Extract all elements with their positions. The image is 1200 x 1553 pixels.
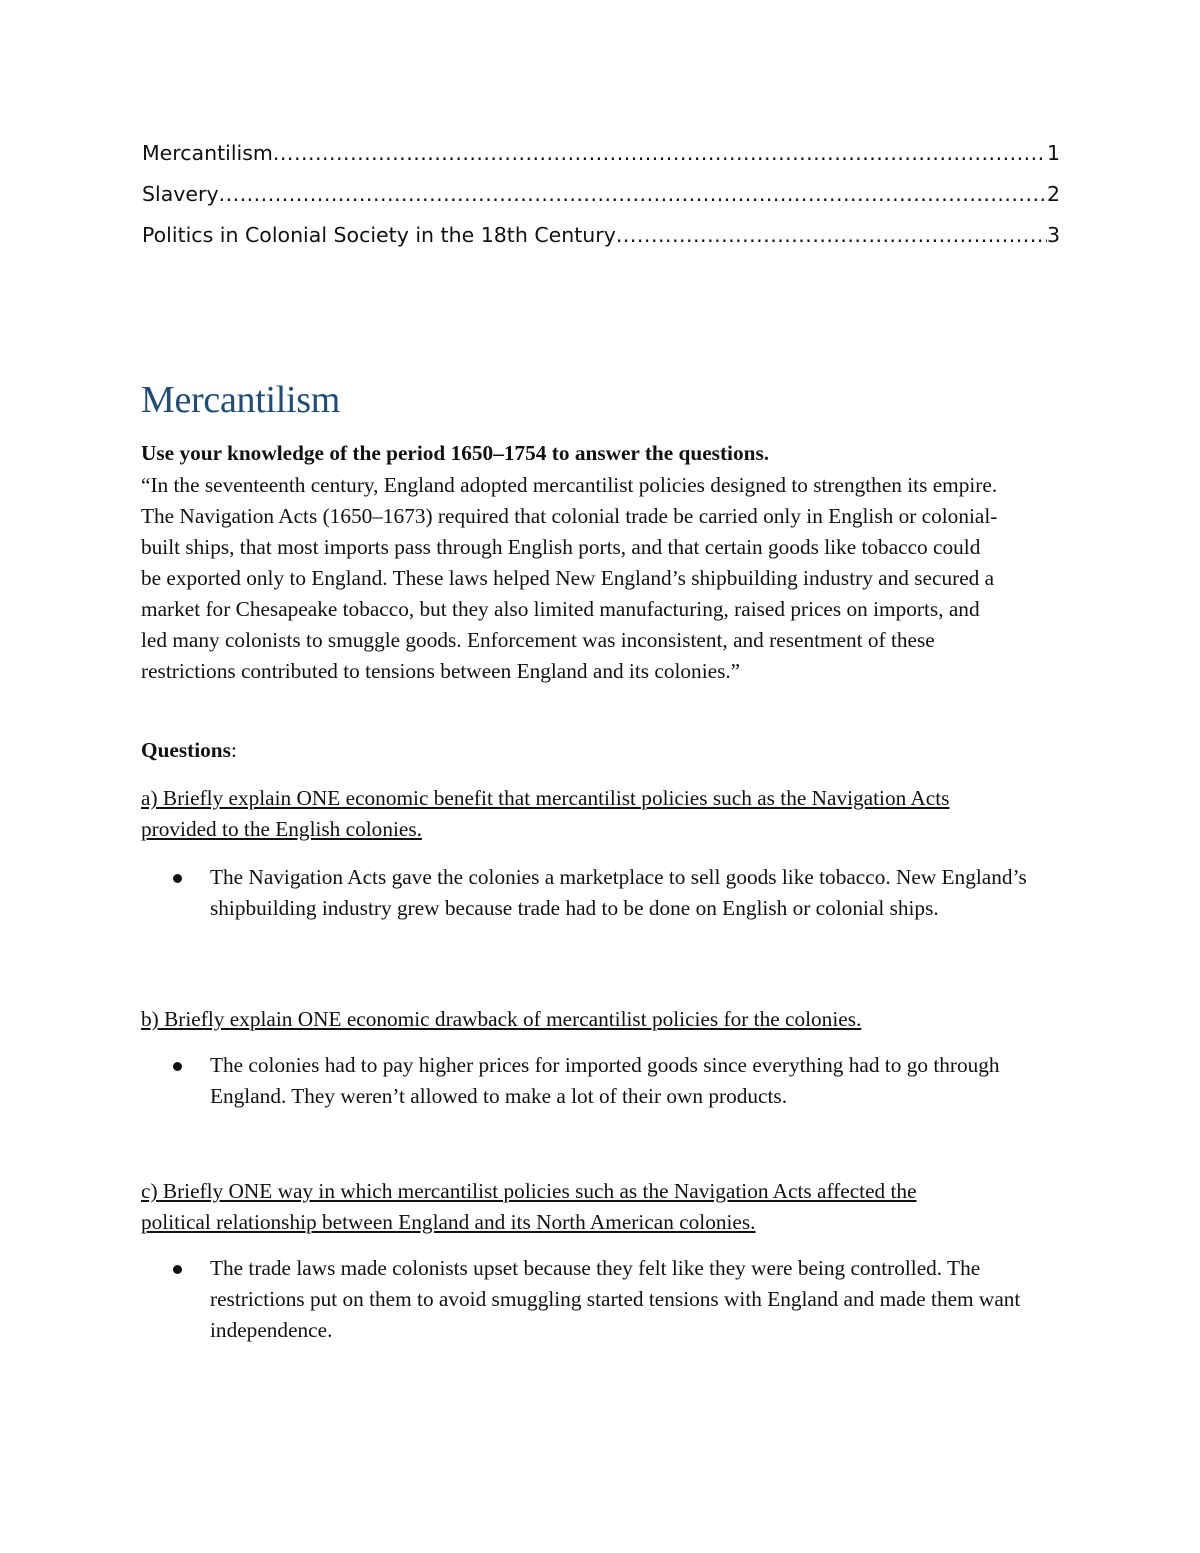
answer-c-list-item	[210, 1253, 1070, 1346]
toc-page-number: 2	[1046, 182, 1060, 206]
bullet-icon	[173, 1265, 182, 1274]
questions-label-text: Questions	[141, 738, 231, 762]
instructions-text: Use your knowledge of the period 1650–1754 to answer the questions.	[141, 441, 770, 465]
bullet-icon	[173, 874, 182, 883]
table-of-contents	[142, 141, 1060, 264]
answer-b-list-item	[210, 1050, 1070, 1112]
toc-page-number: 3	[1046, 223, 1060, 247]
questions-label	[141, 735, 237, 766]
toc-page-number: 1	[1046, 141, 1060, 165]
answer-a-text: The Navigation Acts gave the colonies a marketplace to sell goods like tobacco. New England’s shipbuilding industry grew because trade had to be done on English or colonial ships.	[210, 865, 1027, 920]
toc-entry-mercantilism[interactable]	[142, 141, 1060, 182]
toc-entry-slavery[interactable]	[142, 182, 1060, 223]
question-a-prompt: a) Briefly explain ONE economic benefit that mercantilist policies such as the Navigation Acts provided to the English colonies.	[141, 786, 950, 841]
question-c-prompt: c) Briefly ONE way in which mercantilist policies such as the Navigation Acts affected the political relationship between England and its North American colonies.	[141, 1179, 917, 1234]
question-b-prompt: b) Briefly explain ONE economic drawback of mercantilist policies for the colonies.	[141, 1007, 862, 1031]
answer-a-list-item	[210, 862, 1070, 924]
toc-entry-title: Politics in Colonial Society in the 18th Century	[142, 223, 616, 247]
questions-label-colon: :	[230, 738, 237, 762]
toc-entry-politics[interactable]	[142, 223, 1060, 264]
toc-dot-leader	[616, 223, 1047, 247]
toc-dot-leader	[219, 182, 1047, 206]
answer-c-text: The trade laws made colonists upset because they felt like they were being controlled. The restrictions put on them to avoid smuggling started tensions with England and made them want independence.	[210, 1256, 1021, 1342]
toc-dot-leader	[273, 141, 1047, 165]
toc-entry-title: Mercantilism	[142, 141, 273, 165]
toc-entry-title: Slavery	[142, 182, 219, 206]
source-quote: “In the seventeenth century, England adopted mercantilist policies designed to strengthen its empire. The Navigation Acts (1650–1673) required that colonial trade be carried only in English or colonial-built ships, that most imports pass through English ports, and that certain goods like tobacco could be exported only to England. These laws helped New England’s shipbuilding industry and secured a market for Chesapeake tobacco, but they also limited manufacturing, raised prices on imports, and led many colonists to smuggle goods. Enforcement was inconsistent, and resentment of these restrictions contributed to tensions between England and its colonies.”	[141, 473, 998, 683]
answer-b-text: The colonies had to pay higher prices for imported goods since everything had to go through England. They weren’t allowed to make a lot of their own products.	[210, 1053, 1000, 1108]
bullet-icon	[173, 1062, 182, 1071]
section-heading: Mercantilism	[141, 379, 341, 421]
